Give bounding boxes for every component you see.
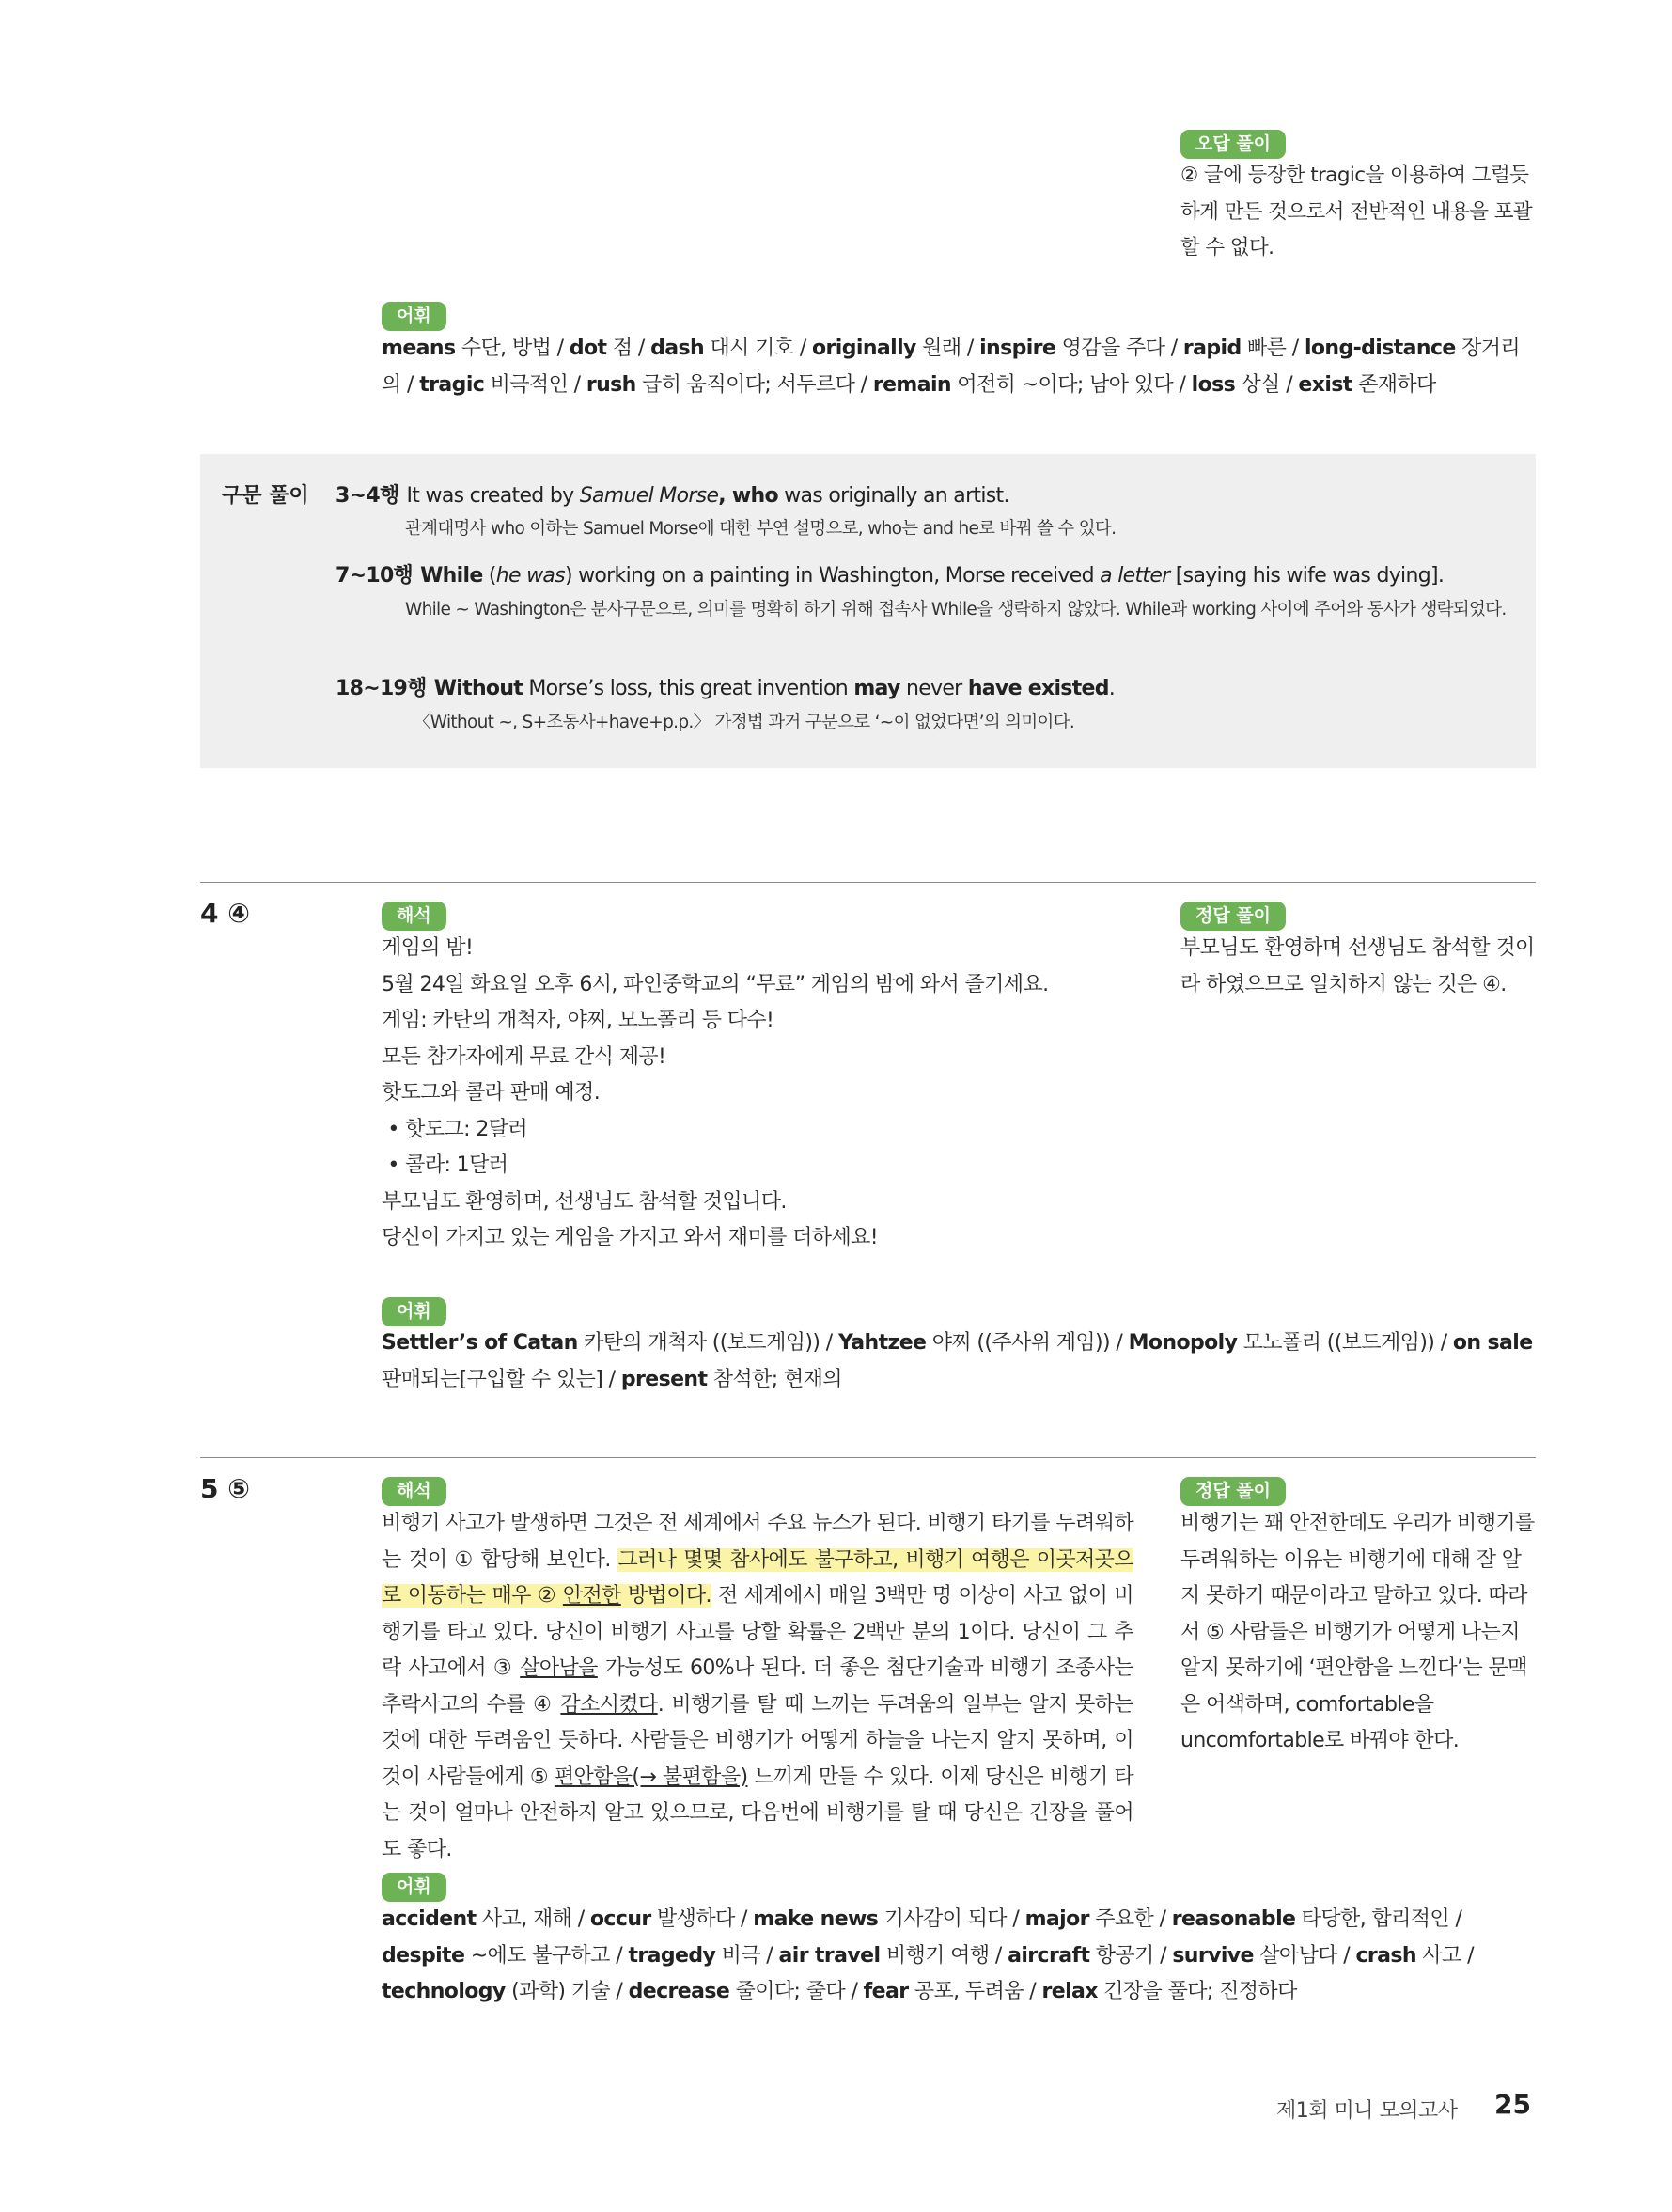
vocab-word: tragic — [419, 372, 485, 397]
vocab-word: technology — [382, 1980, 506, 2003]
vocab-word: means — [382, 337, 456, 360]
vocab-meaning: 기사감이 되다 / — [878, 1907, 1025, 1931]
vocab-word: present — [620, 1367, 708, 1391]
vocab-word: long-distance — [1304, 337, 1456, 360]
vocab-meaning: 타당한, 합리적인 / — [1295, 1907, 1462, 1931]
page-number: 25 — [1494, 2089, 1531, 2120]
vocab-meaning: 상실 / — [1235, 372, 1299, 397]
syntax-note-3: 〈Without ~, S+조동사+have+p.p.〉 가정법 과거 구문으로 ‘~이 없었다면’의 의미이다. — [414, 713, 1075, 732]
syntax-item-3: 18~19행 Without Morse’s loss, this great invention may never have existed. — [336, 677, 1116, 700]
q5-correct-label: 정답 풀이 — [1180, 1477, 1286, 1506]
highlight-sentence: 그러나 몇몇 참사에도 불구하고, 비행기 여행은 이곳저곳으로 이동하는 매우 ② 안전한 방법이다. — [382, 1547, 1133, 1608]
vocab-word: loss — [1191, 372, 1236, 397]
syntax-item-1: 3~4행 It was created by Samuel Morse, who was originally an artist. — [336, 484, 1009, 508]
vocab-meaning: 긴장을 풀다; 진정하다 — [1097, 1980, 1297, 2003]
vocab-meaning: 야찌 ((주사위 게임)) / — [926, 1331, 1129, 1355]
q5-correct-text: 비행기는 꽤 안전한데도 우리가 비행기를 두려워하는 이유는 비행기에 대해 잘 알지 못하기 때문이라고 말하고 있다. 따라서 ⑤ 사람들은 비행기가 어떻게 나는지 알지 못하기에 ‘편안함을 느낀다’는 문맥은 어색하며, comfortable을 uncomfortable로 바꿔야 한다. — [1180, 1512, 1535, 1752]
syntax-item-2: 7~10행 While (he was) working on a painting in Washington, Morse received a letter [saying his wife was dying]. — [336, 564, 1445, 588]
q5-vocab-label: 어휘 — [382, 1873, 446, 1902]
vocab-word: fear — [863, 1980, 909, 2003]
divider-q5 — [200, 1457, 1536, 1458]
vocab-meaning: 급히 움직이다; 서두르다 / — [635, 372, 873, 397]
vocab-meaning: 참석한; 현재의 — [707, 1367, 842, 1391]
vocab-word: accident — [382, 1907, 477, 1931]
q4-correct-label: 정답 풀이 — [1180, 902, 1286, 931]
vocab-word: reasonable — [1171, 1907, 1296, 1931]
vocab-meaning: 사고 / — [1415, 1943, 1474, 1968]
vocab-list-top — [382, 331, 1538, 403]
vocab-word: tragedy — [628, 1943, 716, 1968]
vocab-word: Settler’s of Catan — [382, 1331, 578, 1355]
vocab-label-top: 어휘 — [382, 302, 446, 331]
vocab-word: relax — [1041, 1980, 1098, 2003]
vocab-meaning: 공포, 두려움 / — [908, 1980, 1042, 2003]
vocab-word: inspire — [979, 337, 1056, 360]
vocab-word: major — [1024, 1907, 1089, 1931]
q4-vocab-list — [382, 1326, 1538, 1398]
vocab-meaning: 여전히 ~이다; 남아 있다 / — [950, 372, 1192, 397]
vocab-word: crash — [1355, 1943, 1416, 1968]
vocab-meaning: 비극 / — [715, 1943, 779, 1968]
vocab-word: dot — [569, 337, 607, 360]
vocab-word: survive — [1172, 1943, 1254, 1968]
q5-interp-label: 해석 — [382, 1477, 446, 1506]
vocab-meaning: 비행기 여행 / — [880, 1943, 1008, 1968]
vocab-word: make news — [753, 1907, 879, 1931]
q4-interp-label: 해석 — [382, 902, 446, 931]
q5-interp-text: 비행기 사고가 발생하면 그것은 전 세계에서 주요 뉴스가 된다. 비행기 타기를 두려워하는 것이 ① 합당해 보인다. 그러나 몇몇 참사에도 불구하고, 비행기 여행은 이곳저곳으로 이동하는 매우 ② 안전한 방법이다. 전 세계에서 매일 3백만 명 이상이 사고 없이 비행기를 타고 있다. 당신이 비행기 사고를 당할 확률은 2백만 분의 1이다. 당신이 그 추락 사고에서 ③ 살아남을 가능성도 60%나 된다. 더 좋은 첨단기술과 비행기 조종사는 추락사고의 수를 ④ 감소시켰다. 비행기를 탈 때 느끼는 두려움의 일부는 알지 못하는 것에 대한 두려움인 듯하다. 사람들은 비행기가 어떻게 하늘을 나는지 알지 못하며, 이것이 사람들에게 ⑤ 편안함을(→ 불편함을) 느끼게 만들 수 있다. 이제 당신은 비행기 타는 것이 얼마나 안전하지 알고 있으므로, 다음번에 비행기를 탈 때 당신은 긴장을 풀어도 좋다. — [382, 1512, 1134, 1861]
vocab-meaning: 빠른 / — [1241, 337, 1305, 360]
vocab-word: originally — [812, 337, 916, 360]
syntax-note-1: 관계대명사 who 이하는 Samuel Morse에 대한 부연 설명으로, who는 and he로 바꿔 쓸 수 있다. — [405, 519, 1117, 539]
vocab-meaning: 사고, 재해 / — [476, 1907, 590, 1931]
q5-vocab-list — [382, 1902, 1538, 2011]
vocab-word: Yahtzee — [837, 1331, 927, 1355]
wrong-answer-label: 오답 풀이 — [1180, 130, 1286, 159]
question-4-number: 4 ④ — [200, 898, 250, 929]
vocab-word: rush — [586, 372, 636, 397]
vocab-word: occur — [589, 1907, 651, 1931]
vocab-word: despite — [382, 1943, 465, 1968]
vocab-meaning: 발생하다 / — [650, 1907, 754, 1931]
vocab-meaning: 주요한 / — [1088, 1907, 1172, 1931]
vocab-meaning: ~에도 불구하고 / — [464, 1943, 629, 1968]
vocab-word: Monopoly — [1128, 1331, 1238, 1355]
vocab-word: remain — [872, 372, 951, 397]
question-5-number: 5 ⑤ — [200, 1473, 250, 1504]
vocab-meaning: 항공기 / — [1089, 1943, 1173, 1968]
vocab-word: dash — [650, 337, 705, 360]
vocab-meaning: 카탄의 개척자 ((보드게임)) / — [577, 1331, 838, 1355]
syntax-label: 구문 풀이 — [222, 484, 309, 508]
syntax-note-2: While ~ Washington은 분사구문으로, 의미를 명확히 하기 위해 접속사 While을 생략하지 않았다. While과 working 사이에 주어와 동사가 생략되었다. — [405, 600, 1507, 620]
vocab-word: decrease — [628, 1980, 730, 2003]
vocab-meaning: 영감을 주다 / — [1055, 337, 1183, 360]
divider-q4 — [200, 882, 1536, 883]
vocab-meaning: 줄이다; 줄다 / — [729, 1980, 864, 2003]
vocab-meaning: 수단, 방법 / — [455, 337, 570, 360]
vocab-meaning: 존재하다 — [1352, 372, 1436, 397]
q4-correct-text: 부모님도 환영하며 선생님도 참석할 것이라 하였으므로 일치하지 않는 것은 ④. — [1180, 936, 1535, 996]
footer-title: 제1회 미니 모의고사 — [1276, 2099, 1458, 2123]
vocab-meaning: (과학) 기술 / — [505, 1980, 629, 2003]
vocab-word: rapid — [1182, 337, 1242, 360]
vocab-meaning: 모노폴리 ((보드게임)) / — [1237, 1331, 1453, 1355]
q4-interp-text: 게임의 밤! 5월 24일 화요일 오후 6시, 파인중학교의 “무료” 게임의 밤에 와서 즐기세요. 게임: 카탄의 개척자, 야찌, 모노폴리 등 다수! 모든 참가자에게 무료 간식 제공! 핫도그와 콜라 판매 예정. • 핫도그: 2달러 • 콜라: 1달러 부모님도 환영하며, 선생님도 참석할 것입니다. 당신이 가지고 있는 게임을 가지고 와서 재미를 더하세요! — [382, 936, 1049, 1249]
vocab-word: on sale — [1452, 1331, 1533, 1355]
vocab-word: exist — [1298, 372, 1352, 397]
wrong-answer-text: ② 글에 등장한 tragic을 이용하여 그럴듯하게 만든 것으로서 전반적인 내용을 포괄할 수 없다. — [1180, 164, 1533, 259]
vocab-meaning: 대시 기호 / — [704, 337, 813, 360]
vocab-meaning: 살아남다 / — [1253, 1943, 1356, 1968]
vocab-meaning: 장거리의 / — [382, 337, 1521, 397]
vocab-word: air travel — [778, 1943, 881, 1968]
vocab-meaning: 점 / — [606, 337, 651, 360]
q4-vocab-label: 어휘 — [382, 1297, 446, 1326]
vocab-meaning: 원래 / — [915, 337, 980, 360]
vocab-meaning: 비극적인 / — [484, 372, 586, 397]
vocab-word: aircraft — [1008, 1943, 1090, 1968]
vocab-meaning: 판매되는[구입할 수 있는] / — [382, 1367, 621, 1391]
